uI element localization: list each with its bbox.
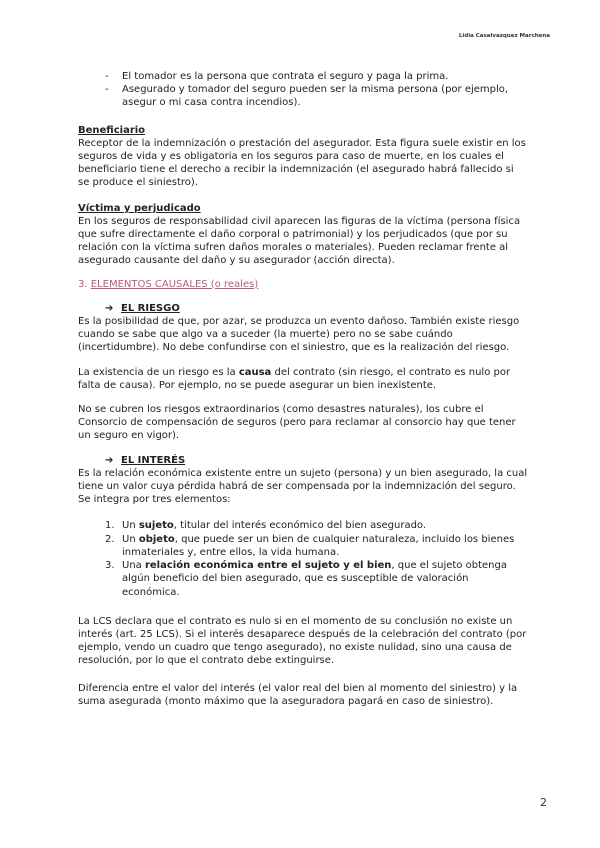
text-run: , titular del interés económico del bien asegurado. [173, 520, 427, 532]
interes-title: EL INTERÉS [121, 454, 186, 466]
numbered-list [78, 519, 528, 598]
bullet-list [78, 70, 528, 110]
victima-text: En los seguros de responsabilidad civil aparecen las figuras de la víctima (persona física que sufre directamente el daño corporal o patrimonial) y los perjudicados (que por su relación con la víctima sufren daños morales o materiales). Pueden reclamar frente al asegurado causante del daño y su asegurador (acción directa). [78, 215, 521, 267]
bullet-text: El tomador es la persona que contrata el seguro y paga la prima. [122, 71, 449, 82]
text-run: del contrato (sin riesgo, el contrato es nulo por falta de causa). Por ejemplo, no se puede asegurar un bien inexistente. [78, 366, 511, 391]
text-run: , que el sujeto obtenga algún beneficio del bien asegurado, que es susceptible de valoración económica. [122, 560, 507, 598]
list-item [78, 83, 528, 109]
bullet-dash: - [105, 71, 109, 82]
text-run: La existencia de un riesgo es la [78, 366, 239, 378]
text-run: Un [122, 520, 139, 532]
arrow-icon: ➔ [105, 454, 114, 466]
list-number: 3. [105, 560, 115, 572]
bullet-text: Asegurado y tomador del seguro pueden ser la misma persona (por ejemplo, asegur o mi casa contra incendios). [122, 84, 509, 109]
bold-term: relación económica entre el sujeto y el bien [144, 560, 392, 572]
list-number: 2. [105, 533, 115, 545]
text-run: Una [122, 560, 145, 572]
list-item [78, 70, 528, 83]
text-run: Un [122, 533, 139, 545]
beneficiario-text: Receptor de la indemnización o prestación del asegurador. Esta figura suele existir en los seguros de vida y es obligatoria en los seguros para caso de muerte, en los cuales el beneficiario tiene el derecho a recibir la indemnización (el asegurado habrá fallecido si se produce el siniestro). [78, 137, 526, 189]
interes-paragraph-3: Diferencia entre el valor del interés (el valor real del bien al momento del siniestro) y la suma asegurada (monto máximo que la aseguradora pagará en caso de siniestro). [78, 682, 518, 707]
list-item [78, 533, 528, 559]
riesgo-title: EL RIESGO [121, 302, 180, 314]
list-item [78, 519, 528, 532]
bold-term: sujeto [138, 520, 174, 532]
list-item [78, 559, 528, 599]
document-body [78, 70, 528, 708]
bold-term: causa [238, 366, 272, 378]
victima-title: Víctima y perjudicado [78, 202, 201, 214]
list-number: 1. [105, 520, 115, 532]
page-header-author: Lidia Casalvazquez Marchena [458, 33, 550, 39]
section-title: ELEMENTOS CAUSALES (o reales) [90, 278, 259, 290]
interes-paragraph-1: Es la relación económica existente entre un sujeto (persona) y un bien asegurado, la cual tiene un valor cuya pérdida habrá de ser compensada por la indemnización del seguro. [78, 467, 528, 493]
riesgo-heading [78, 302, 528, 315]
page-number: 2 [540, 796, 547, 809]
riesgo-paragraph-3: No se cubren los riesgos extraordinarios (como desastres naturales), los cubre el Consorcio de compensación de seguros (pero para reclamar al consorcio hay que tener un seguro en vigor). [78, 404, 516, 442]
section-3-heading [78, 278, 528, 291]
beneficiario-title: Beneficiario [78, 124, 146, 136]
interes-paragraph-1b: Se integra por tres elementos: [78, 494, 231, 506]
interes-paragraph-2: La LCS declara que el contrato es nulo si en el momento de su conclusión no existe un interés (art. 25 LCS). Si el interés desaparece después de la celebración del contrato (por ejemplo, vendo un cuadro que tengo asegurado), no existe nulidad, sino una causa de resolución, por lo que el contrato debe extinguirse. [78, 615, 527, 667]
section-number: 3. [78, 278, 88, 290]
arrow-icon: ➔ [105, 302, 114, 314]
riesgo-paragraph-2 [78, 366, 528, 392]
bullet-dash: - [105, 84, 109, 96]
text-run: , que puede ser un bien de cualquier naturaleza, incluido los bienes inmateriales y, entre ellos, la vida humana. [122, 533, 515, 558]
riesgo-paragraph-1: Es la posibilidad de que, por azar, se produzca un evento dañoso. También existe riesgo cuando se sabe que algo va a suceder (la muerte) pero no se sabe cuándo (incertidumbre). No debe confundirse con el siniestro, que es la realización del riesgo. [78, 316, 520, 354]
bold-term: objeto [138, 533, 175, 545]
interes-heading [78, 454, 528, 467]
